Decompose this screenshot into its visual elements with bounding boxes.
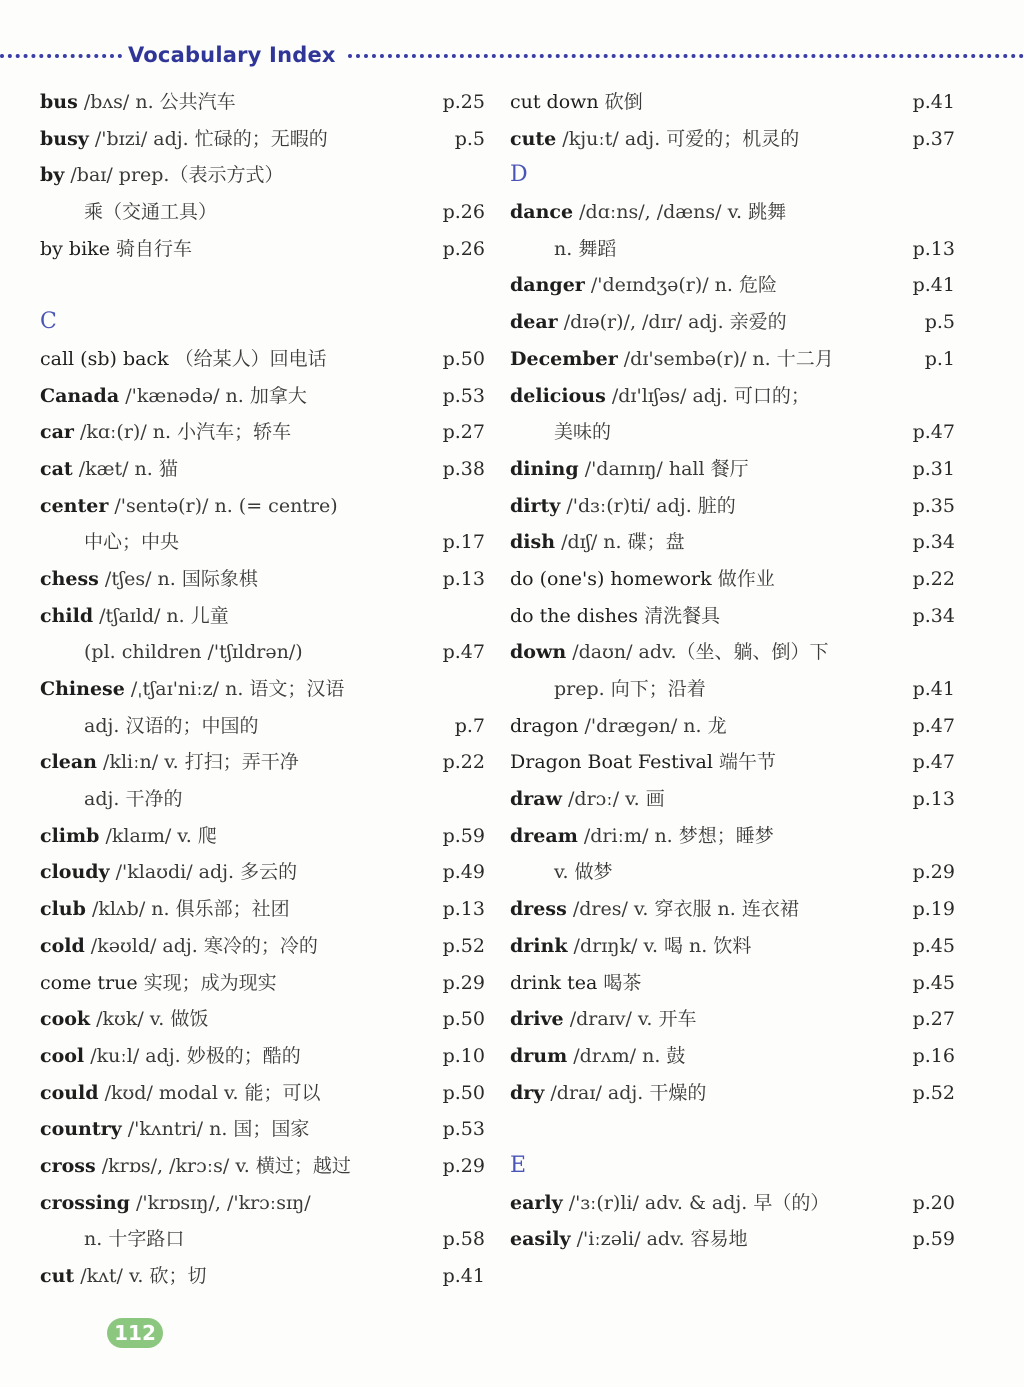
entry-definition: /kʊd/ modal v. 能；可以: [104, 1081, 321, 1104]
vocab-entry-row: [510, 891, 955, 928]
headword: drink: [510, 934, 568, 957]
headword: delicious: [510, 384, 606, 407]
vocab-entry-row: [510, 1221, 955, 1258]
page-reference: p.38: [442, 457, 485, 480]
vocab-entry-row: [510, 634, 955, 671]
page-reference: p.41: [912, 91, 955, 113]
headword: dear: [510, 311, 558, 334]
vocab-entry-row: [510, 561, 955, 598]
vocab-entry-row: [40, 1185, 485, 1222]
vocab-entry-row: [510, 1185, 955, 1222]
headword: come true: [40, 971, 138, 994]
vocab-entry-row: [510, 194, 955, 231]
entry-definition: /kɑː(r)/ n. 小汽车；轿车: [79, 421, 292, 444]
vocab-entry-row: [510, 598, 955, 635]
page-reference: p.13: [912, 237, 955, 260]
entry-definition: /kəʊld/ adj. 寒冷的；冷的: [90, 934, 318, 957]
left-column: [40, 84, 485, 1295]
vocab-entry-row: [510, 1075, 955, 1112]
entry-definition: 砍倒: [604, 91, 643, 113]
headword: Chinese: [40, 678, 125, 700]
page-reference: p.26: [442, 237, 485, 260]
entry-definition: /'klaʊdi/ adj. 多云的: [115, 861, 298, 884]
page-reference: p.5: [924, 311, 955, 334]
entry-definition: /kʌt/ v. 砍；切: [80, 1265, 207, 1287]
headword: draw: [510, 788, 562, 811]
entry-definition: /tʃaɪld/ n. 儿童: [99, 604, 229, 627]
headword: cold: [40, 934, 85, 957]
section-letter-text: D: [510, 162, 528, 188]
vocab-entry-row: [510, 1038, 955, 1075]
headword: Dragon Boat Festival: [510, 751, 713, 774]
vocab-entry-row: [40, 818, 485, 855]
entry-definition: 做作业: [717, 567, 775, 590]
vocab-entry-row: [40, 854, 485, 891]
headword: dining: [510, 457, 579, 480]
entry-definition: adj. 干净的: [84, 788, 183, 811]
entry-definition: /ˌtʃaɪ'niːz/ n. 语文；汉语: [130, 678, 345, 700]
vocab-entry-row: [510, 121, 955, 158]
vocab-entry-row: [510, 928, 955, 965]
vocab-entry-row: [40, 451, 485, 488]
headword: December: [510, 347, 618, 370]
page-reference: p.47: [442, 641, 485, 664]
entry-definition: /klʌb/ n. 俱乐部；社团: [91, 898, 290, 921]
headword: crossing: [40, 1191, 130, 1214]
headword: cute: [510, 127, 557, 150]
headword: Canada: [40, 384, 120, 407]
page-title: Vocabulary Index: [128, 43, 336, 67]
vocab-entry-row: [40, 561, 485, 598]
page-reference: p.29: [442, 971, 485, 994]
page-reference: p.47: [912, 421, 955, 444]
headword: do the dishes: [510, 604, 639, 627]
vocab-entry-row: [40, 1075, 485, 1112]
entry-definition: /dres/ v. 穿衣服 n. 连衣裙: [572, 898, 799, 921]
page-reference: p.29: [912, 861, 955, 884]
headword: drive: [510, 1008, 564, 1031]
vocab-entry-row: [40, 121, 485, 158]
page-reference: p.16: [912, 1044, 955, 1067]
entry-definition: n. 舞蹈: [554, 237, 617, 260]
page-reference: p.22: [442, 751, 485, 774]
entry-definition: /'daɪnɪŋ/ hall 餐厅: [584, 457, 749, 480]
headword: club: [40, 898, 86, 921]
entry-definition: 骑自行车: [115, 237, 192, 260]
headword: child: [40, 604, 94, 627]
page-reference: p.41: [912, 678, 955, 700]
headword: dry: [510, 1081, 545, 1104]
page-reference: p.50: [442, 347, 485, 370]
vocab-entry-row: [40, 598, 485, 635]
vocab-entry-row: [510, 304, 955, 341]
vocab-entry-row: [40, 488, 485, 525]
headword: cat: [40, 457, 73, 480]
page-reference: p.41: [442, 1265, 485, 1287]
entry-definition: /baɪ/ prep.（表示方式）: [70, 164, 284, 187]
spacer-row: [510, 1111, 955, 1148]
section-letter: [510, 1148, 955, 1185]
entry-definition: /draɪv/ v. 开车: [569, 1008, 697, 1031]
vocab-entry-row: [40, 1148, 485, 1185]
vocab-entry-row: [510, 267, 955, 304]
headword: dragon: [510, 714, 579, 737]
page-reference: p.49: [442, 861, 485, 884]
headword: easily: [510, 1228, 571, 1251]
entry-definition: /dɪ'sembə(r)/ n. 十二月: [623, 347, 834, 370]
entry-continuation-row: [40, 634, 485, 671]
vocab-entry-row: [510, 965, 955, 1002]
headword: cut down: [510, 91, 599, 113]
page-reference: p.53: [442, 384, 485, 407]
page-number-badge: 112: [107, 1318, 163, 1348]
entry-definition: /kjuːt/ adj. 可爱的；机灵的: [562, 127, 800, 150]
entry-continuation-row: [40, 194, 485, 231]
headword: cook: [40, 1008, 91, 1031]
vocab-entry-row: [510, 451, 955, 488]
page-reference: p.20: [912, 1191, 955, 1214]
page-reference: p.26: [442, 201, 485, 224]
headword: drum: [510, 1044, 568, 1067]
entry-definition: (pl. children /'tʃɪldrən/): [84, 641, 303, 664]
header-bar: [0, 40, 1024, 70]
page-reference: p.34: [912, 531, 955, 554]
header-dots-right: [348, 54, 1024, 58]
entry-definition: 美味的: [554, 421, 612, 444]
entry-definition: /bʌs/ n. 公共汽车: [83, 91, 236, 113]
entry-definition: /'deɪndʒə(r)/ n. 危险: [590, 274, 777, 297]
vocab-entry-row: [510, 708, 955, 745]
headword: down: [510, 641, 567, 664]
headword: dish: [510, 531, 556, 554]
vocab-entry-row: [40, 928, 485, 965]
vocab-entry-row: [40, 1038, 485, 1075]
page-reference: p.41: [912, 274, 955, 297]
headword: call (sb) back: [40, 347, 169, 370]
entry-definition: /dɪʃ/ n. 碟；盘: [561, 531, 685, 554]
page-reference: p.52: [912, 1081, 955, 1104]
entry-definition: 喝茶: [603, 971, 642, 994]
entry-definition: /driːm/ n. 梦想；睡梦: [583, 824, 774, 847]
right-column: [510, 84, 955, 1258]
vocab-entry-row: [40, 414, 485, 451]
entry-definition: /tʃes/ n. 国际象棋: [104, 567, 258, 590]
page-reference: p.29: [442, 1154, 485, 1177]
entry-definition: 实现；成为现实: [143, 971, 277, 994]
headword: dream: [510, 824, 578, 847]
headword: dress: [510, 898, 567, 921]
entry-definition: /'drægən/ n. 龙: [584, 714, 727, 737]
entry-definition: prep. 向下；沿着: [554, 678, 706, 700]
headword: chess: [40, 567, 99, 590]
vocab-entry-row: [510, 84, 955, 121]
headword: busy: [40, 127, 89, 150]
page-reference: p.19: [912, 898, 955, 921]
vocab-entry-row: [40, 1258, 485, 1295]
entry-definition: /klaɪm/ v. 爬: [105, 824, 217, 847]
entry-definition: 中心；中央: [84, 531, 180, 554]
page-reference: p.53: [442, 1118, 485, 1141]
page-reference: p.31: [912, 457, 955, 480]
page-reference: p.50: [442, 1081, 485, 1104]
entry-definition: /'krɒsɪŋ/, /'krɔːsɪŋ/: [136, 1191, 311, 1214]
headword: cross: [40, 1154, 96, 1177]
headword: car: [40, 421, 74, 444]
entry-definition: /dɪə(r)/, /dɪr/ adj. 亲爱的: [563, 311, 787, 334]
entry-definition: /drɪŋk/ v. 喝 n. 饮料: [573, 934, 752, 957]
header-dots-left: [0, 54, 122, 58]
vocab-entry-row: [40, 1001, 485, 1038]
entry-definition: （给某人）回电话: [174, 347, 327, 370]
page-reference: p.45: [912, 971, 955, 994]
headword: cloudy: [40, 861, 110, 884]
headword: bus: [40, 91, 78, 113]
vocab-entry-row: [40, 744, 485, 781]
vocab-entry-row: [510, 1001, 955, 1038]
entry-definition: /kʊk/ v. 做饭: [96, 1008, 209, 1031]
page-reference: p.25: [442, 91, 485, 113]
entry-continuation-row: [510, 671, 955, 708]
page-reference: p.52: [442, 934, 485, 957]
headword: danger: [510, 274, 585, 297]
vocab-entry-row: [510, 488, 955, 525]
entry-definition: /kuːl/ adj. 妙极的；酷的: [90, 1044, 301, 1067]
headword: center: [40, 494, 109, 517]
headword: dirty: [510, 494, 561, 517]
vocab-entry-row: [40, 891, 485, 928]
entry-definition: /drʌm/ n. 鼓: [573, 1044, 686, 1067]
page-reference: p.47: [912, 751, 955, 774]
entry-definition: /'kʌntri/ n. 国；国家: [127, 1118, 310, 1141]
entry-definition: /'sentə(r)/ n. (= centre): [114, 494, 338, 517]
entry-definition: n. 十字路口: [84, 1228, 185, 1251]
entry-definition: /dɑːns/, /dæns/ v. 跳舞: [579, 201, 787, 224]
entry-definition: /krɒs/, /krɔːs/ v. 横过；越过: [101, 1154, 351, 1177]
entry-definition: /draɪ/ adj. 干燥的: [550, 1081, 707, 1104]
entry-definition: /kliːn/ v. 打扫；弄干净: [103, 751, 299, 774]
entry-definition: 乘（交通工具）: [84, 201, 218, 224]
entry-definition: adj. 汉语的；中国的: [84, 714, 259, 737]
vocab-entry-row: [40, 157, 485, 194]
page-reference: p.7: [454, 714, 485, 737]
entry-definition: 清洗餐具: [644, 604, 721, 627]
page-reference: p.37: [912, 127, 955, 150]
entry-continuation-row: [40, 524, 485, 561]
vocab-entry-row: [510, 378, 955, 415]
page-reference: p.13: [442, 567, 485, 590]
page-reference: p.47: [912, 714, 955, 737]
section-letter-text: C: [40, 309, 57, 335]
entry-definition: /'iːzəli/ adv. 容易地: [576, 1228, 748, 1251]
vocab-entry-row: [40, 231, 485, 268]
vocab-entry-row: [510, 781, 955, 818]
headword: clean: [40, 751, 97, 774]
page-reference: p.10: [442, 1044, 485, 1067]
entry-definition: /dɪ'lɪʃəs/ adj. 可口的；: [611, 384, 810, 407]
entry-definition: /'bɪzi/ adj. 忙碌的；无暇的: [94, 127, 328, 150]
vocab-entry-row: [40, 84, 485, 121]
headword: could: [40, 1081, 99, 1104]
headword: early: [510, 1191, 563, 1214]
page-reference: p.59: [442, 824, 485, 847]
page-reference: p.35: [912, 494, 955, 517]
page-reference: p.45: [912, 934, 955, 957]
entry-continuation-row: [510, 414, 955, 451]
spacer-row: [40, 267, 485, 304]
headword: by bike: [40, 237, 110, 260]
page-reference: p.27: [442, 421, 485, 444]
entry-definition: /daʊn/ adv.（坐、躺、倒）下: [572, 641, 829, 664]
headword: do (one's) homework: [510, 567, 712, 590]
entry-definition: /'dɜː(r)ti/ adj. 脏的: [566, 494, 736, 517]
headword: climb: [40, 824, 100, 847]
entry-definition: /'ɜː(r)li/ adv. & adj. 早（的）: [568, 1191, 830, 1214]
page-reference: p.22: [912, 567, 955, 590]
headword: by: [40, 164, 65, 187]
vocab-entry-row: [510, 818, 955, 855]
headword: drink tea: [510, 971, 598, 994]
page-reference: p.13: [442, 898, 485, 921]
vocab-entry-row: [40, 1111, 485, 1148]
section-letter: [40, 304, 485, 341]
page-reference: p.1: [924, 347, 955, 370]
page-reference: p.34: [912, 604, 955, 627]
page-reference: p.13: [912, 788, 955, 811]
entry-definition: 端午节: [718, 751, 776, 774]
vocab-entry-row: [40, 378, 485, 415]
entry-definition: /kæt/ n. 猫: [78, 457, 178, 480]
page-reference: p.27: [912, 1008, 955, 1031]
page-reference: p.50: [442, 1008, 485, 1031]
section-letter-text: E: [510, 1152, 527, 1178]
entry-continuation-row: [40, 781, 485, 818]
page-reference: p.5: [454, 127, 485, 150]
entry-continuation-row: [40, 708, 485, 745]
headword: dance: [510, 201, 574, 224]
page-reference: p.17: [442, 531, 485, 554]
vocab-entry-row: [40, 965, 485, 1002]
vocab-entry-row: [40, 341, 485, 378]
entry-definition: /'kænədə/ n. 加拿大: [125, 384, 307, 407]
vocab-entry-row: [40, 671, 485, 708]
page-reference: p.58: [442, 1228, 485, 1251]
headword: country: [40, 1118, 122, 1141]
vocab-entry-row: [510, 524, 955, 561]
headword: cut: [40, 1265, 75, 1287]
entry-continuation-row: [510, 231, 955, 268]
entry-definition: /drɔː/ v. 画: [568, 788, 665, 811]
entry-continuation-row: [510, 854, 955, 891]
headword: cool: [40, 1044, 85, 1067]
entry-continuation-row: [40, 1221, 485, 1258]
vocab-entry-row: [510, 744, 955, 781]
vocab-entry-row: [510, 341, 955, 378]
section-letter: [510, 157, 955, 194]
entry-definition: v. 做梦: [554, 861, 613, 884]
page-reference: p.59: [912, 1228, 955, 1251]
